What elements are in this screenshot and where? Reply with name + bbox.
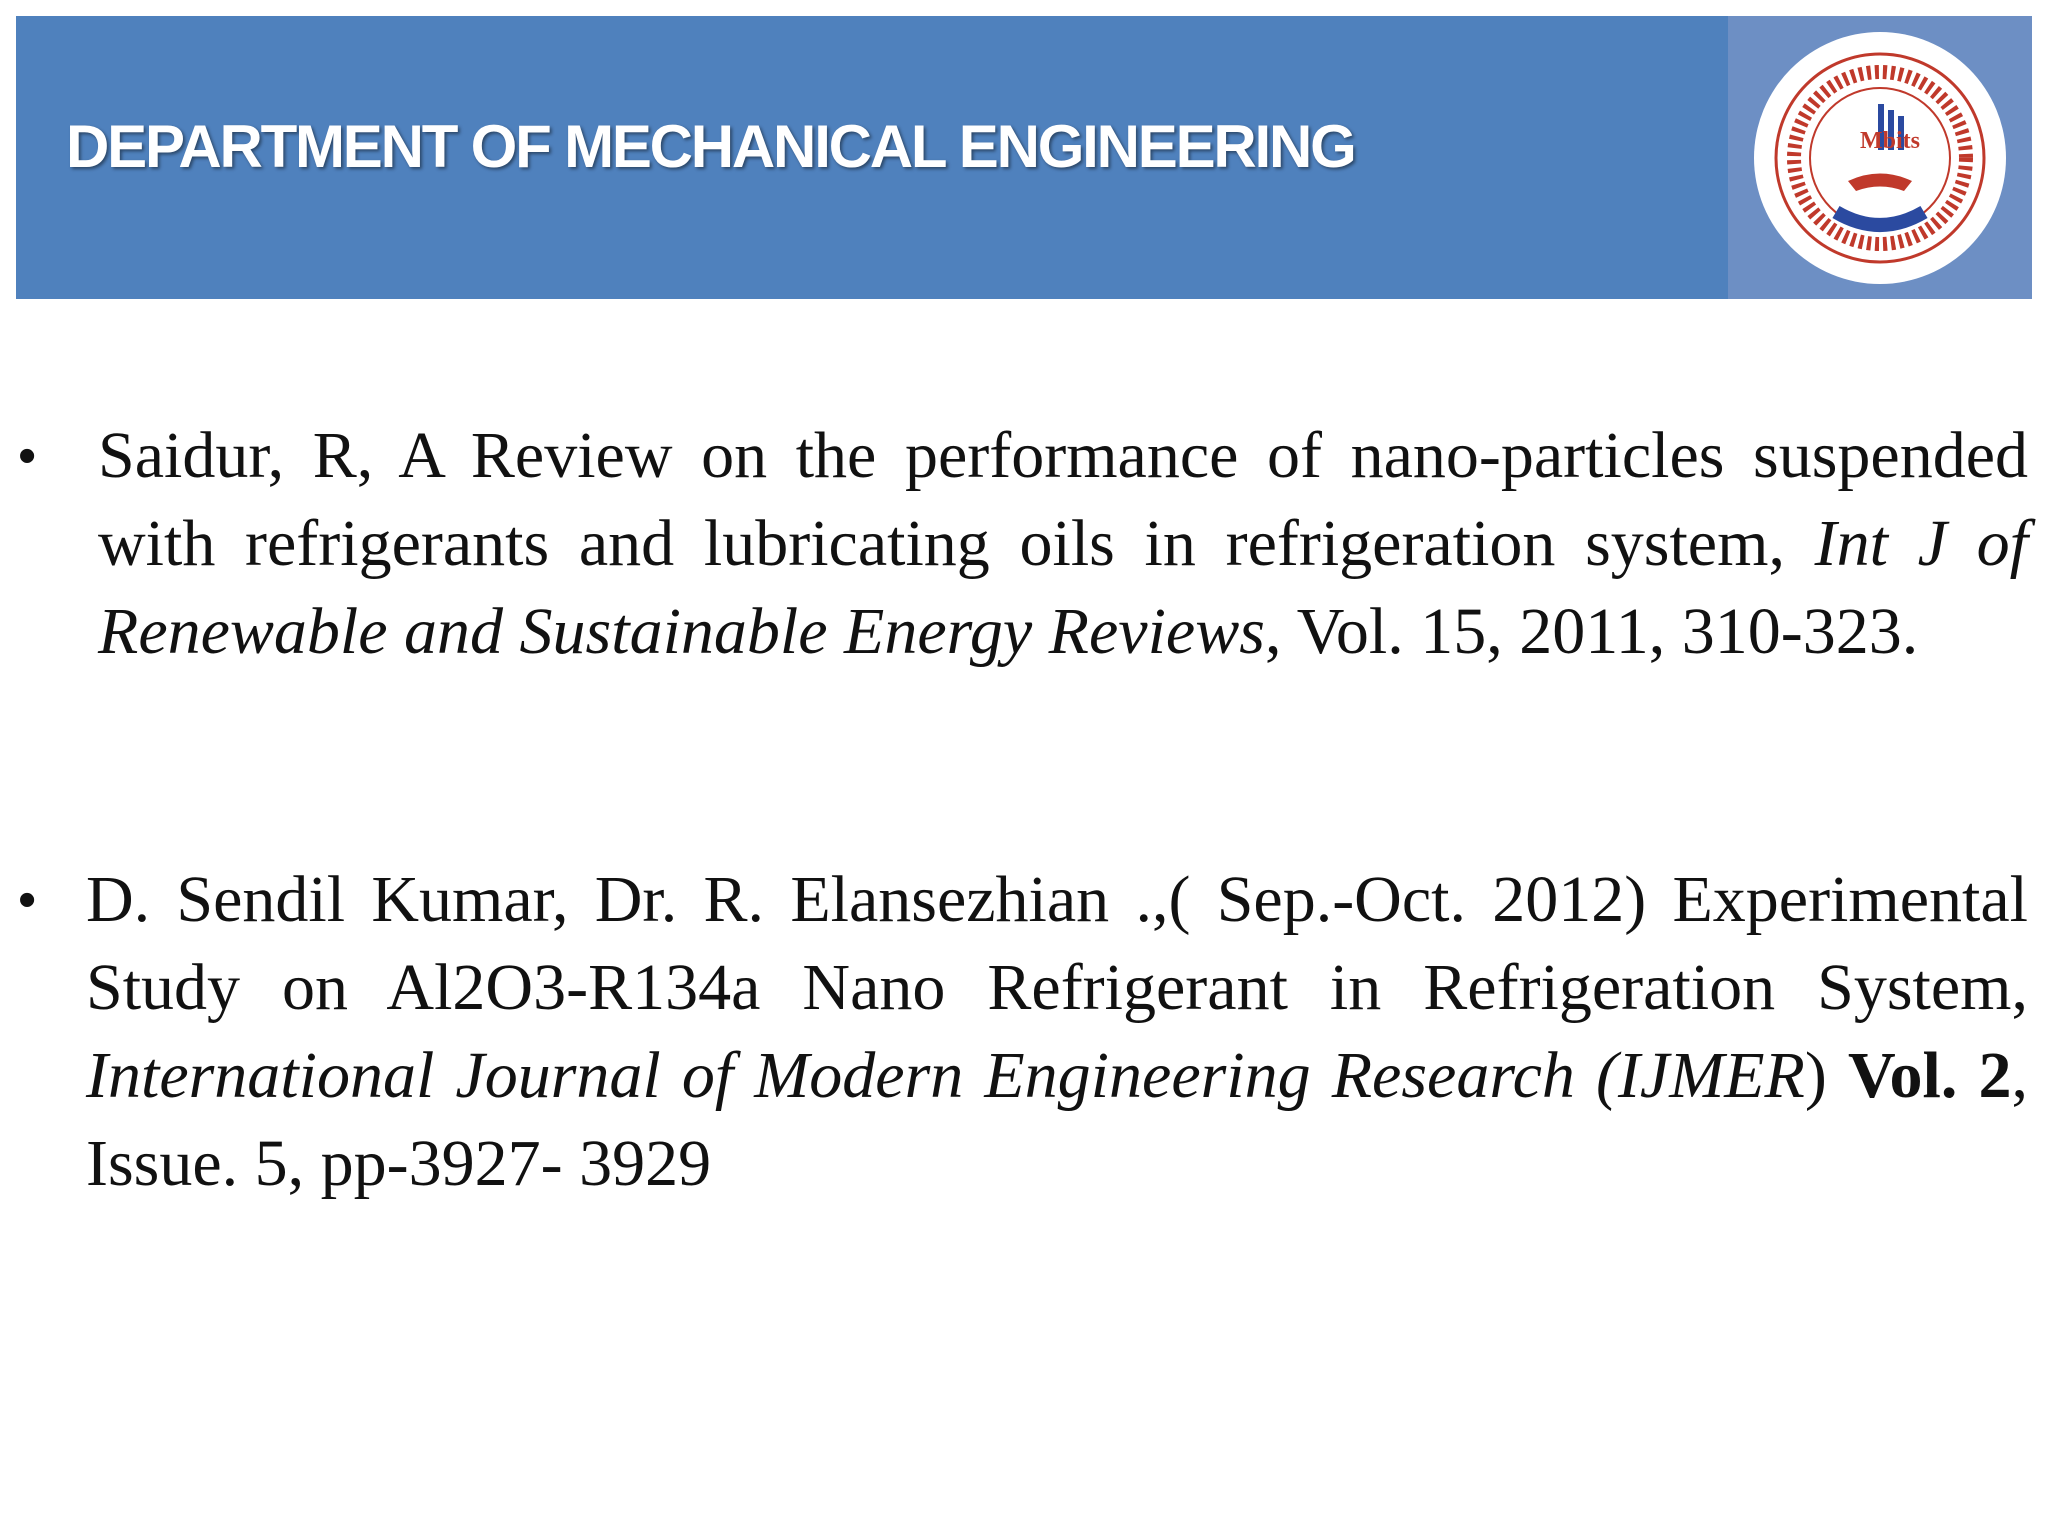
college-logo xyxy=(1728,16,2032,299)
reference-details: , Vol. 15, 2011, 310-323. xyxy=(1264,595,1919,668)
reference-text xyxy=(86,856,2028,1208)
reference-authors-title: D. Sendil Kumar, Dr. R. Elansezhian .,( Sep.-Oct. 2012) Experimental Study on Al2O3-R134a Nano Refrigerant in Refrigeration System, xyxy=(86,863,2028,1024)
bullet-icon: • xyxy=(18,871,37,929)
reference-journal: International Journal of Modern Engineering Research (IJMER xyxy=(86,1039,1805,1112)
reference-text xyxy=(98,412,2028,676)
reference-volume: Vol. 2 xyxy=(1847,1039,2012,1112)
reference-authors-title: Saidur, R, A Review on the performance of nano-particles suspended with refrigerants and lubricating oils in refrigeration system, xyxy=(98,419,2028,580)
logo-emblem-icon xyxy=(1728,16,2032,299)
bullet-icon: • xyxy=(18,427,37,485)
reference-separator: ) xyxy=(1804,1039,1848,1112)
page-title: DEPARTMENT OF MECHANICAL ENGINEERING xyxy=(66,113,1355,180)
reference-details: , Issue. 5, pp-3927- 3929 xyxy=(86,1039,2028,1200)
logo-text: Mbits xyxy=(1860,128,1920,154)
reference-journal: Int J of Renewable and Sustainable Energy Reviews xyxy=(98,507,2028,668)
